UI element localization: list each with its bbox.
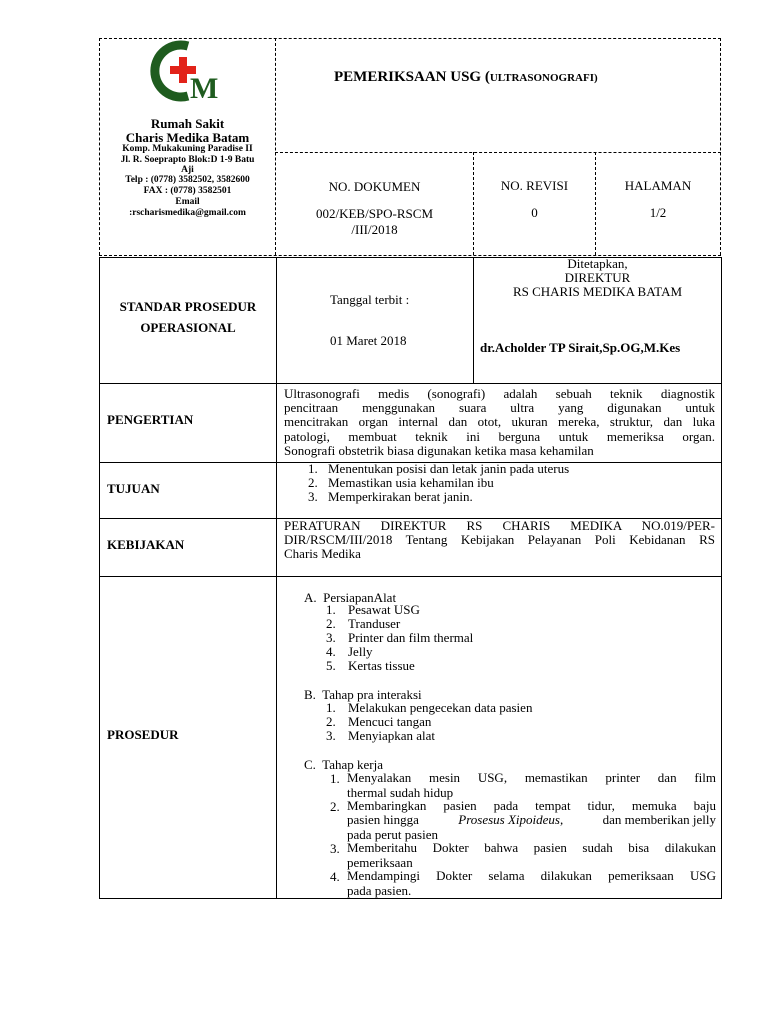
table-bottom-border xyxy=(99,898,722,899)
issue-date-value: 01 Maret 2018 xyxy=(330,333,407,348)
c-item-3-line-2: pemeriksaan xyxy=(347,855,413,870)
definition-line: Ultrasonografi medis (sonografi) adalah sebuah teknik diagnostik xyxy=(284,386,715,401)
policy-line: PERATURAN DIREKTUR RS CHARIS MEDIKA NO.019/PER- xyxy=(284,518,715,533)
list-item: 2. Tranduser xyxy=(326,616,401,631)
established-label: Ditetapkan, xyxy=(567,256,628,271)
doc-number-label: NO. DOKUMEN xyxy=(328,179,421,194)
director-hospital: RS CHARIS MEDIKA BATAM xyxy=(512,284,683,299)
purpose-label: TUJUAN xyxy=(107,481,160,496)
hospital-name-full: Charis Medika Batam xyxy=(125,130,250,145)
email-label: Email xyxy=(175,197,200,207)
procedure-label: PROSEDUR xyxy=(107,727,179,742)
table-right-border xyxy=(721,257,722,898)
list-item: 1. Pesawat USG xyxy=(326,602,420,617)
definition-text xyxy=(284,387,715,458)
document-title: PEMERIKSAAN USG (ULTRASONOGRAFI) xyxy=(334,69,598,85)
director-signature-name: dr.Acholder TP Sirait,Sp.OG,M.Kes xyxy=(480,340,681,355)
revision-label: NO. REVISI xyxy=(500,178,569,193)
section-b-heading: B. Tahap pra interaksi xyxy=(304,687,422,702)
c-item-1-line-2: thermal sudah hidup xyxy=(347,785,454,800)
c-item-2-line-2: pasien hingga Prosesus Xipoideus, dan memberikan jelly xyxy=(347,812,716,827)
list-item: 2. Mencuci tangan xyxy=(326,714,432,729)
c-item-number: 1. xyxy=(330,771,340,786)
page-value: 1/2 xyxy=(649,205,667,220)
list-item: 2. Memastikan usia kehamilan ibu xyxy=(308,475,494,490)
c-item-4-line-1: Mendampingi Dokter selama dilakukan pemeriksaan USG xyxy=(347,868,716,883)
definition-line: patologi, membuat teknik ini berguna untuk memeriksa organ. xyxy=(284,428,715,444)
address-line-1: Komp. Mukakuning Paradise II xyxy=(122,144,253,154)
policy-line: Charis Medika xyxy=(284,546,361,562)
definition-line: Sonografi obstetrik biasa digunakan ketika masa kehamilan xyxy=(284,442,594,458)
row-divider-1 xyxy=(99,383,722,384)
email: :rscharismedika@gmail.com xyxy=(129,208,246,218)
row-divider-4 xyxy=(99,576,722,577)
header-divider-rev xyxy=(595,152,596,255)
c-item-2-line-1: Membaringkan pasien pada tempat tidur, memuka baju xyxy=(347,798,716,813)
c-item-3-line-1: Memberitahu Dokter bahwa pasien sudah bisa dilakukan xyxy=(347,840,716,855)
list-item: 3. Menyiapkan alat xyxy=(326,728,435,743)
address-line-3: Aji xyxy=(181,165,194,175)
director-title: DIREKTUR xyxy=(564,270,631,285)
definition-line: mencitrakan organ internal dan otot, ukuran mereka, struktur, dan luka xyxy=(284,414,715,430)
sop-label: STANDAR PROSEDUR xyxy=(119,299,257,314)
hospital-logo xyxy=(150,40,230,102)
policy-label: KEBIJAKAN xyxy=(107,537,185,552)
sop-label-2: OPERASIONAL xyxy=(140,320,236,335)
header-divider-title xyxy=(275,152,721,153)
section-c-heading: C. Tahap kerja xyxy=(304,757,383,772)
hospital-name: Rumah Sakit xyxy=(150,116,225,131)
section-a-list xyxy=(326,603,706,673)
header-divider-doc xyxy=(473,152,474,255)
c-item-number: 2. xyxy=(330,799,340,814)
page-label: HALAMAN xyxy=(624,178,692,193)
definition-line: pencitraan menggunakan suara ultra yang digunakan untuk xyxy=(284,400,715,416)
list-item: 1. Melakukan pengecekan data pasien xyxy=(326,700,533,715)
c-item-1-line-1: Menyalakan mesin USG, memastikan printer dan film xyxy=(347,770,716,785)
header-border-right xyxy=(720,38,721,255)
address-line-2: Jl. R. Soeprapto Blok:D 1-9 Batu xyxy=(120,155,255,165)
policy-line: DIR/RSCM/III/2018 Tentang Kebijakan Pelayanan Poli Kebidanan RS xyxy=(284,532,715,548)
list-item: 5. Kertas tissue xyxy=(326,658,415,673)
revision-value: 0 xyxy=(531,205,538,220)
section-b-list xyxy=(326,701,706,743)
doc-number-value: 002/KEB/SPO-RSCM xyxy=(315,206,434,221)
list-item: 4. Jelly xyxy=(326,644,373,659)
c-item-4-line-2: pada pasien. xyxy=(347,883,412,898)
list-item: 3. Printer dan film thermal xyxy=(326,630,474,645)
table-column-divider xyxy=(276,257,277,898)
issue-date-label: Tanggal terbit : xyxy=(330,292,410,307)
table-left-border xyxy=(99,257,100,898)
fax: FAX : (0778) 3582501 xyxy=(143,186,232,196)
header-border-top xyxy=(99,38,721,39)
c-item-number: 3. xyxy=(330,841,340,856)
c-item-number: 4. xyxy=(330,869,340,884)
section-a-heading: A. PersiapanAlat xyxy=(304,590,397,605)
list-item: 1. Menentukan posisi dan letak janin pada uterus xyxy=(308,461,570,476)
svg-text:M: M xyxy=(190,72,219,102)
policy-text xyxy=(284,519,715,562)
purpose-list xyxy=(308,462,708,504)
phone: Telp : (0778) 3582502, 3582600 xyxy=(125,175,250,185)
doc-number-value-2: /III/2018 xyxy=(351,222,398,237)
definition-label: PENGERTIAN xyxy=(107,412,194,427)
c-item-2-line-3: pada perut pasien xyxy=(347,827,438,842)
list-item: 3. Memperkirakan berat janin. xyxy=(308,489,473,504)
